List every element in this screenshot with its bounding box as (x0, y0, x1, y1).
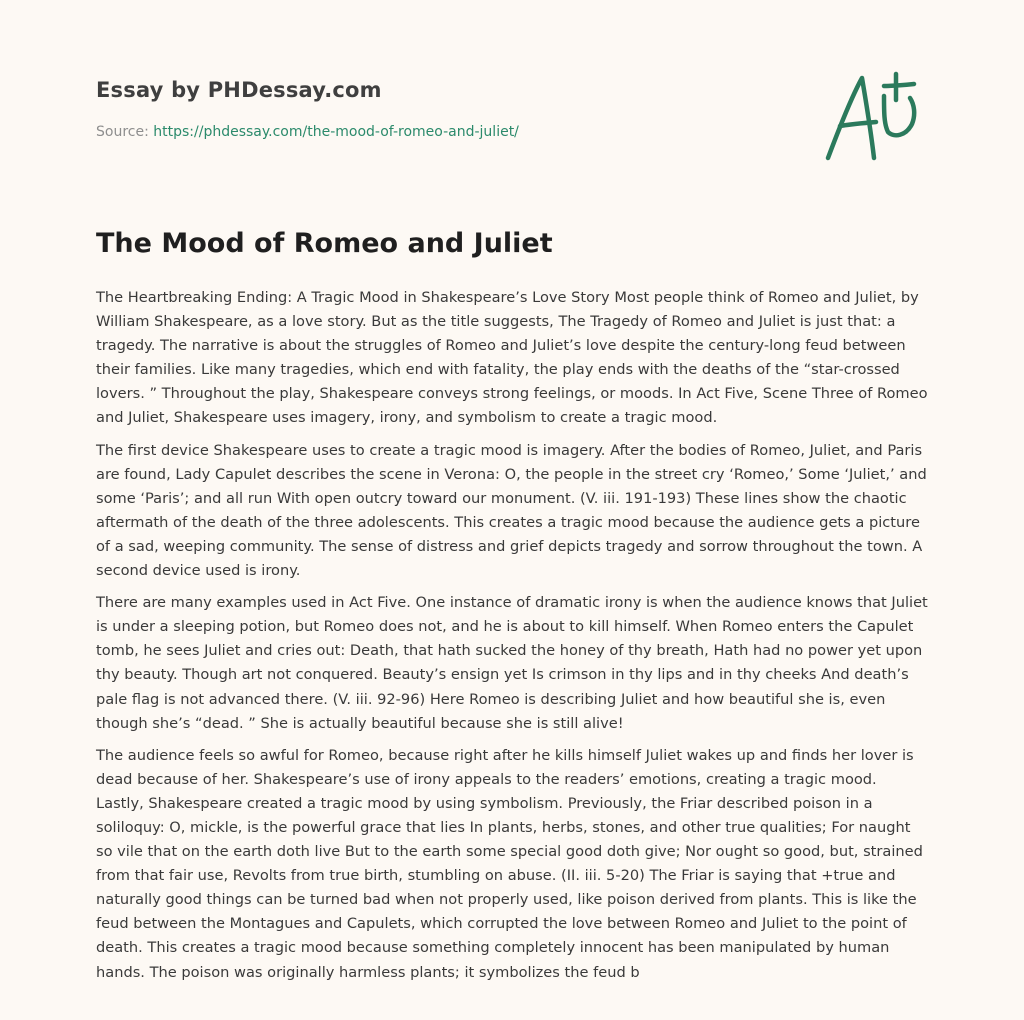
article-body (96, 286, 928, 993)
source-line (96, 122, 519, 142)
site-brand: Essay by PHDessay.com (96, 78, 382, 102)
paragraph: There are many examples used in Act Five. One instance of dramatic irony is when the audience knows that Juliet is under a sleeping potion, but Romeo does not, and he is about to kill himself. When Romeo enters the Capulet tomb, he sees Juliet and cries out: Death, that hath sucked the honey of thy breath, Hath had no power yet upon thy beauty. Though art not conquered. Beauty’s ensign yet Is crimson in thy lips and in thy cheeks And death’s pale flag is not advanced there. (V. iii. 92-96) Here Romeo is describing Juliet and how beautiful she is, even though she’s “dead. ” She is actually beautiful because she is still alive! (96, 594, 928, 732)
paragraph: The Heartbreaking Ending: A Tragic Mood in Shakespeare’s Love Story Most people think of Romeo and Juliet, by William Shakespeare, as a love story. But as the title suggests, The Tragedy of Romeo and Juliet is just that: a tragedy. The narrative is about the struggles of Romeo and Juliet’s love despite the century-long feud between their families. Like many tragedies, which end with fatality, the play ends with the deaths of the “star-crossed lovers. ” Throughout the play, Shakespeare conveys strong feelings, or moods. In Act Five, Scene Three of Romeo and Juliet, Shakespeare uses imagery, irony, and symbolism to create a tragic mood. (96, 289, 928, 427)
article-title: The Mood of Romeo and Juliet (96, 228, 553, 259)
paragraph: The audience feels so awful for Romeo, because right after he kills himself Juliet wakes up and finds her lover is dead because of her. Shakespeare’s use of irony appeals to the readers’ emotions, creating a tragic mood. Lastly, Shakespeare created a tragic mood by using symbolism. Previously, the Friar described poison in a soliloquy: O, mickle, is the powerful grace that lies In plants, herbs, stones, and other true qualities; For naught so vile that on the earth doth live But to the earth some special good doth give; Nor ought so good, but, strained from that fair use, Revolts from true birth, stumbling on abuse. (II. iii. 5-20) The Friar is saying that +true and naturally good things can be turned bad when not properly used, like poison derived from plants. This is like the feud between the Montagues and Capulets, which corrupted the love between Romeo and Juliet to the point of death. This creates a tragic mood because something completely innocent has been manipulated by human hands. The poison was originally harmless plants; it symbolizes the feud b (96, 746, 923, 981)
a-plus-logo-icon (818, 66, 930, 166)
paragraph: The first device Shakespeare uses to create a tragic mood is imagery. After the bodies of Romeo, Juliet, and Paris are found, Lady Capulet describes the scene in Verona: O, the people in the street cry ‘Romeo,’ Some ‘Juliet,’ and some ‘Paris’; and all run With open outcry toward our monument. (V. iii. 191-193) These lines show the chaotic aftermath of the death of the three adolescents. This creates a tragic mood because the audience gets a picture of a sad, weeping community. The sense of distress and grief depicts tragedy and sorrow throughout the town. A second device used is irony. (96, 441, 927, 580)
page-header (96, 76, 519, 140)
source-label: Source: (96, 124, 154, 140)
source-link[interactable]: https://phdessay.com/the-mood-of-romeo-and-juliet/ (153, 124, 519, 140)
